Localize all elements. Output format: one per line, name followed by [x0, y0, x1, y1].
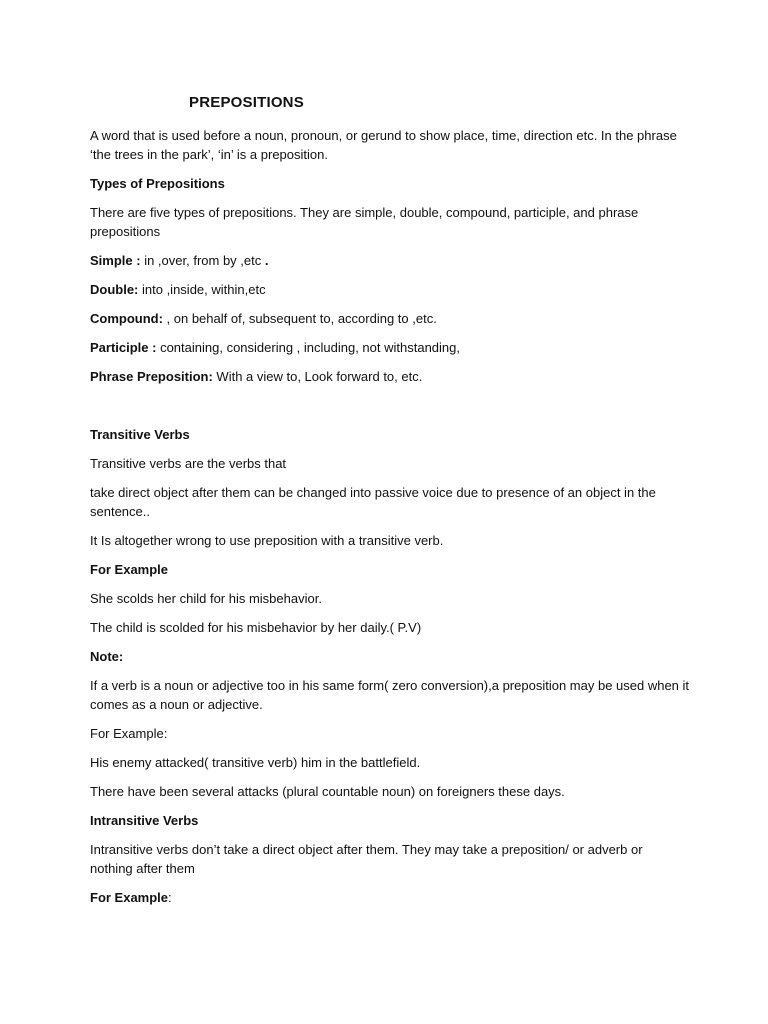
- example-1: She scolds her child for his misbehavior.: [90, 591, 322, 606]
- intransitive-heading: Intransitive Verbs: [90, 813, 199, 828]
- document-body: [90, 126, 690, 907]
- transitive-line-2a: take direct object after them can be changed into passive voice due to presence of an object in the: [90, 485, 656, 500]
- types-heading: Types of Prepositions: [90, 176, 225, 191]
- type-text: into ,inside, within,etc: [138, 282, 266, 297]
- type-double: [90, 280, 690, 299]
- transitive-line-3: It Is altogether wrong to use preposition with a transitive verb.: [90, 533, 444, 548]
- type-participle: [90, 338, 690, 357]
- example-3: His enemy attacked( transitive verb) him in the battlefield.: [90, 755, 421, 770]
- transitive-line-2b: sentence..: [90, 504, 150, 519]
- note-heading: Note:: [90, 649, 124, 664]
- type-suffix: .: [264, 253, 269, 268]
- type-text: in ,over, from by ,etc: [140, 253, 265, 268]
- transitive-line-1: Transitive verbs are the verbs that: [90, 456, 287, 471]
- intro-paragraph: [90, 126, 690, 164]
- for-example-colon: :: [168, 890, 172, 905]
- type-text: With a view to, Look forward to, etc.: [212, 369, 423, 384]
- example-2: The child is scolded for his misbehavior by her daily.( P.V): [90, 620, 422, 635]
- type-simple: [90, 251, 690, 270]
- page-title: PREPOSITIONS: [189, 94, 304, 111]
- example-4: There have been several attacks (plural countable noun) on foreigners these days.: [90, 784, 565, 799]
- type-compound: [90, 309, 690, 328]
- note-paragraph: [90, 676, 690, 714]
- intransitive-paragraph: [90, 840, 690, 878]
- type-label: Participle :: [90, 340, 157, 355]
- note-line-1a: If a verb is a noun or adjective too in his same form( zero conversion),a preposition may be used when it: [90, 678, 690, 693]
- type-text: containing, considering , including, not withstanding,: [156, 340, 460, 355]
- intro-line-2: ‘the trees in the park’, ‘in’ is a preposition.: [90, 147, 328, 162]
- note-line-1b: comes as a noun or adjective.: [90, 697, 263, 712]
- intransitive-line-1b: nothing after them: [90, 861, 195, 876]
- intro-line-1: A word that is used before a noun, pronoun, or gerund to show place, time, direction etc. In the phrase: [90, 128, 677, 143]
- for-example-bold-text: For Example: [90, 890, 169, 905]
- type-phrase: [90, 367, 690, 386]
- for-example-heading-1: For Example: [90, 562, 169, 577]
- type-label: Phrase Preposition:: [90, 369, 213, 384]
- transitive-paragraph: [90, 483, 690, 521]
- types-intro-line-2: prepositions: [90, 224, 161, 239]
- type-text: , on behalf of, subsequent to, according to ,etc.: [162, 311, 437, 326]
- type-label: Compound:: [90, 311, 163, 326]
- type-label: Double:: [90, 282, 139, 297]
- type-label: Simple :: [90, 253, 141, 268]
- transitive-heading: Transitive Verbs: [90, 427, 190, 442]
- for-example-plain: For Example:: [90, 726, 168, 741]
- types-intro: [90, 203, 690, 241]
- types-intro-line-1: There are five types of prepositions. They are simple, double, compound, participle, and phrase: [90, 205, 639, 220]
- intransitive-line-1a: Intransitive verbs don’t take a direct object after them. They may take a preposition/ or adverb or: [90, 842, 643, 857]
- for-example-heading-2: [90, 888, 690, 907]
